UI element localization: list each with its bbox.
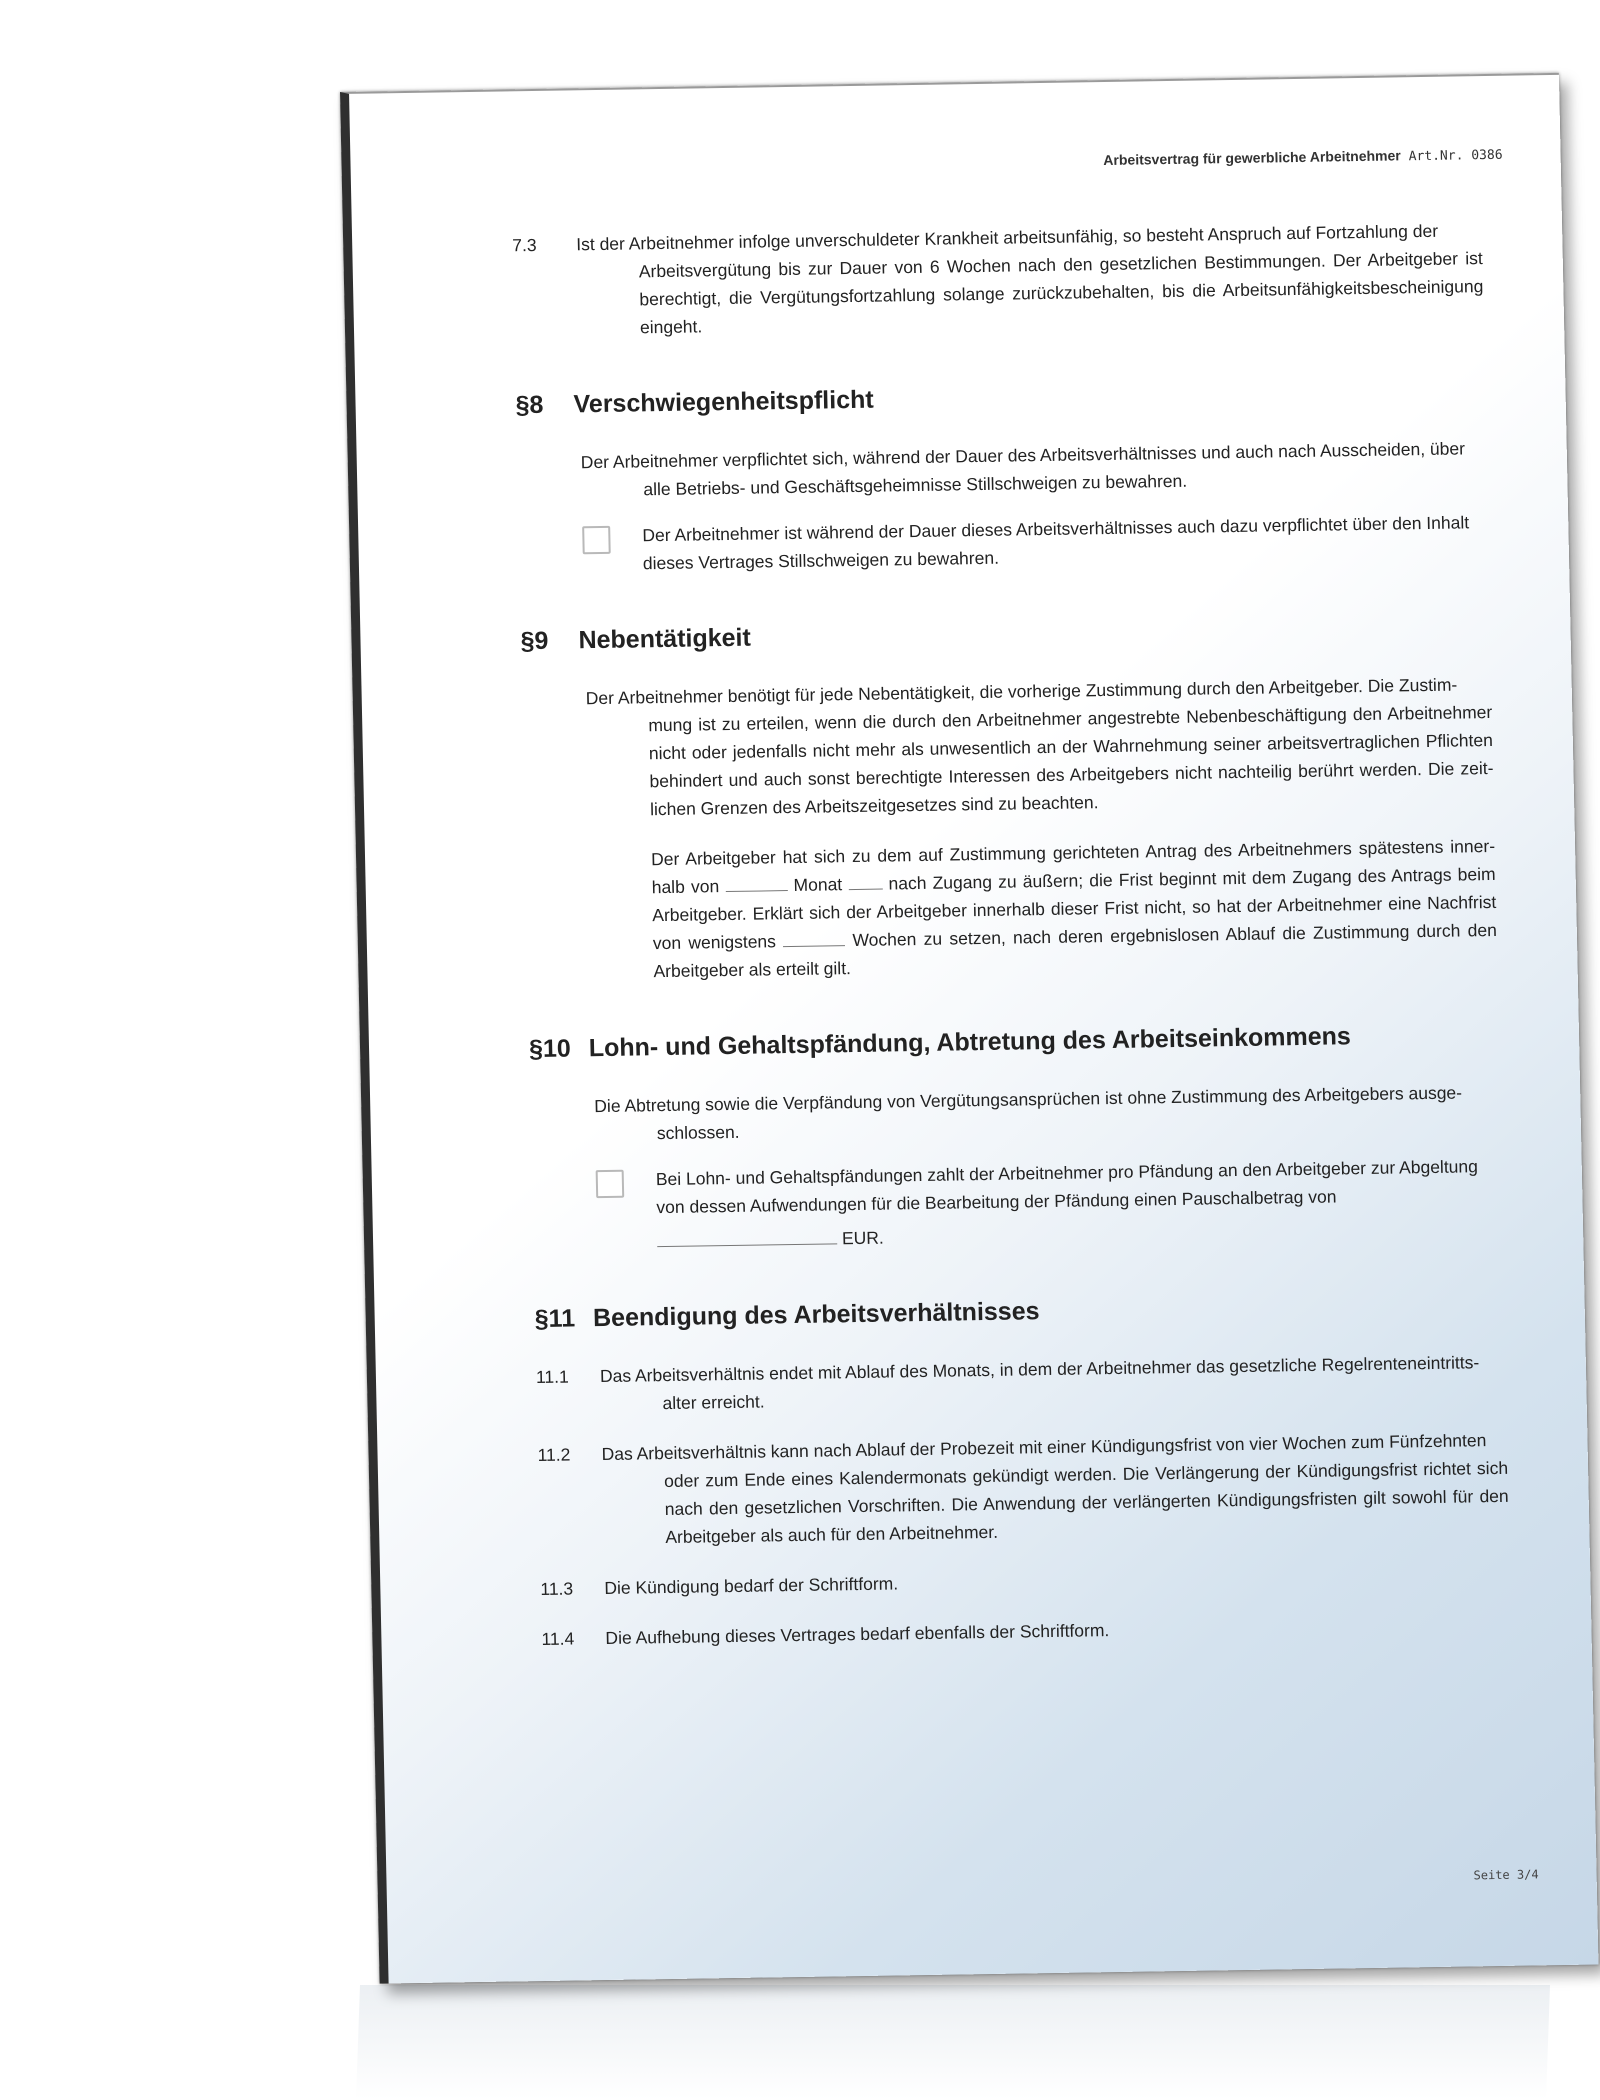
section-title: Beendigung des Arbeitsverhältnisses xyxy=(592,1297,1040,1333)
clause-text-rest: alter erreicht. xyxy=(662,1391,765,1414)
clause-text-first: Ist der Arbeitnehmer infolge unverschuldeter Krankheit arbeitsunfähig, so besteht Anspruch auf Fortzahlung der xyxy=(576,220,1439,255)
paragraph-part-b: Monat xyxy=(793,874,843,895)
clause-11-4 xyxy=(541,1610,1511,1653)
header-article-number: Art.Nr. 0386 xyxy=(1408,147,1503,165)
amount-blank[interactable] xyxy=(657,1243,837,1247)
page-header xyxy=(1103,146,1503,169)
month-count-blank[interactable] xyxy=(848,889,882,891)
clause-7-3 xyxy=(512,216,1484,343)
paragraph-rest: alle Betriebs- und Geschäftsgeheimnisse Stillschweigen zu bewahren. xyxy=(643,470,1188,500)
section-number: §10 xyxy=(528,1034,572,1064)
clause-text-first: Das Arbeitsverhältnis endet mit Ablauf des Monats, in dem der Arbeitnehmer das gesetzliche Regelrenteneintritts- xyxy=(599,1352,1480,1387)
paragraph-part-c: nach Zugang zu äußern; die Frist beginnt mit dem Zugang des Antrags beim Arbeitgeber. Erklärt sich der Arbeitgeber innerhalb dieser Frist nicht, so hat der Arbeitnehmer eine Nachfrist von wenigstens xyxy=(652,863,1497,954)
paragraph-first: Der Arbeitnehmer verpflichtet sich, während der Dauer des Arbeitsverhältnisses und auch nach Ausscheiden, über xyxy=(580,438,1466,473)
paragraph-first: Der Arbeitnehmer benötigt für jede Nebentätigkeit, die vorherige Zustimmung durch den Arbeitgeber. Die Zustim- xyxy=(585,674,1458,709)
clause-number: 11.2 xyxy=(537,1444,571,1466)
currency-label: EUR. xyxy=(841,1227,885,1249)
months-blank[interactable] xyxy=(725,890,787,892)
paragraph-part-a: Der Arbeitgeber hat sich zu dem auf Zustimmung gerichteten Antrag des Arbeitnehmers spätestens inner-halb von xyxy=(650,835,1496,898)
section-8-paragraph xyxy=(517,434,1488,505)
section-9-paragraph-2 xyxy=(525,832,1498,987)
section-number: §8 xyxy=(515,390,544,420)
clause-text-rest: Arbeitsvergütung bis zur Dauer von 6 Wochen nach den gesetzlichen Bestimmungen. Der Arbeitgeber ist berechtigt, die Vergütungsfortzahlung solange zurückzubehalten, bis die Arbeitsunfähigkeitsbescheinigung eingeht. xyxy=(638,248,1484,338)
section-10-option xyxy=(532,1152,1504,1257)
header-title: Arbeitsvertrag für gewerbliche Arbeitnehmer xyxy=(1103,147,1401,169)
clause-text-first: Die Aufhebung dieses Vertrages bedarf ebenfalls der Schriftform. xyxy=(605,1620,1110,1648)
clause-11-1 xyxy=(536,1348,1507,1419)
clause-number: 11.3 xyxy=(540,1578,574,1600)
section-heading-8 xyxy=(515,376,1485,419)
page-reflection xyxy=(356,1985,1550,2100)
clause-text-rest: oder zum Ende eines Kalendermonats gekündigt werden. Die Verlängerung der Kündigungsfrist richtet sich nach den gesetzlichen Vorschriften. Die Anwendung der verlängerten Kündigungsfristen gilt sowohl für den Arbeitgeber als auch für den Arbeitnehmer. xyxy=(663,1457,1509,1548)
section-title: Nebentätigkeit xyxy=(578,623,752,655)
paragraph-first: Die Abtretung sowie die Verpfändung von Vergütungsansprüchen ist ohne Zustimmung des Arbeitgebers ausge- xyxy=(594,1082,1463,1117)
section-8-option xyxy=(518,508,1489,579)
section-title: Lohn- und Gehaltspfändung, Abtretung des Arbeitseinkommens xyxy=(588,1022,1352,1063)
clause-11-2 xyxy=(537,1426,1509,1553)
section-9-paragraph-1 xyxy=(521,670,1494,825)
clause-11-3 xyxy=(540,1560,1510,1603)
paragraph-part-d: Wochen zu setzen, nach deren ergebnislosen Ablauf die Zustimmung durch den Arbeitgeber als erteilt gilt. xyxy=(653,919,1498,982)
page-number: Seite 3/4 xyxy=(1473,1867,1539,1883)
document-page xyxy=(340,73,1598,1984)
clause-text-first: Die Kündigung bedarf der Schriftform. xyxy=(604,1573,899,1599)
weeks-blank[interactable] xyxy=(783,945,845,947)
option-checkbox[interactable] xyxy=(596,1170,625,1198)
clause-text-first: Das Arbeitsverhältnis kann nach Ablauf der Probezeit mit einer Kündigungsfrist von vier Wochen zum Fünfzehnten xyxy=(601,1430,1487,1465)
section-title: Verschwiegenheitspflicht xyxy=(573,385,874,419)
clause-number: 11.4 xyxy=(541,1628,575,1650)
section-heading-11 xyxy=(534,1290,1504,1333)
page-content xyxy=(512,216,1512,1675)
section-10-paragraph xyxy=(530,1078,1501,1149)
paragraph-rest: schlossen. xyxy=(656,1121,740,1144)
section-number: §9 xyxy=(520,626,549,656)
section-heading-9 xyxy=(520,612,1490,655)
option-text: Der Arbeitnehmer ist während der Dauer dieses Arbeitsverhältnisses auch dazu verpflichtet über den Inhalt dieses Vertrages Stillschweigen zu bewahren. xyxy=(642,512,1470,574)
option-text: Bei Lohn- und Gehaltspfändungen zahlt der Arbeitnehmer pro Pfändung an den Arbeitgeber zur Abgeltung von dessen Aufwendungen für die Bearbeitung der Pfändung einen Pauschalbetrag von xyxy=(655,1156,1479,1218)
clause-number: 7.3 xyxy=(512,234,537,256)
paragraph-rest: mung ist zu erteilen, wenn die durch den Arbeitnehmer angestrebte Nebenbeschäftigung den Arbeitnehmer nicht oder jedenfalls nicht mehr als unwesentlich an der Wahrnehmung seiner arbeitsvertraglichen Pflichten behindert und auch sonst berechtigte Interessen des Arbeitgebers nicht nachteilig berührt werden. Die zeit-lichen Grenzen des Arbeitszeitgesetzes sind zu beachten. xyxy=(648,701,1494,820)
section-heading-10 xyxy=(529,1020,1499,1063)
clause-number: 11.1 xyxy=(535,1366,569,1388)
option-checkbox[interactable] xyxy=(582,526,611,554)
section-number: §11 xyxy=(534,1304,576,1334)
section-11-clauses xyxy=(536,1348,1512,1653)
